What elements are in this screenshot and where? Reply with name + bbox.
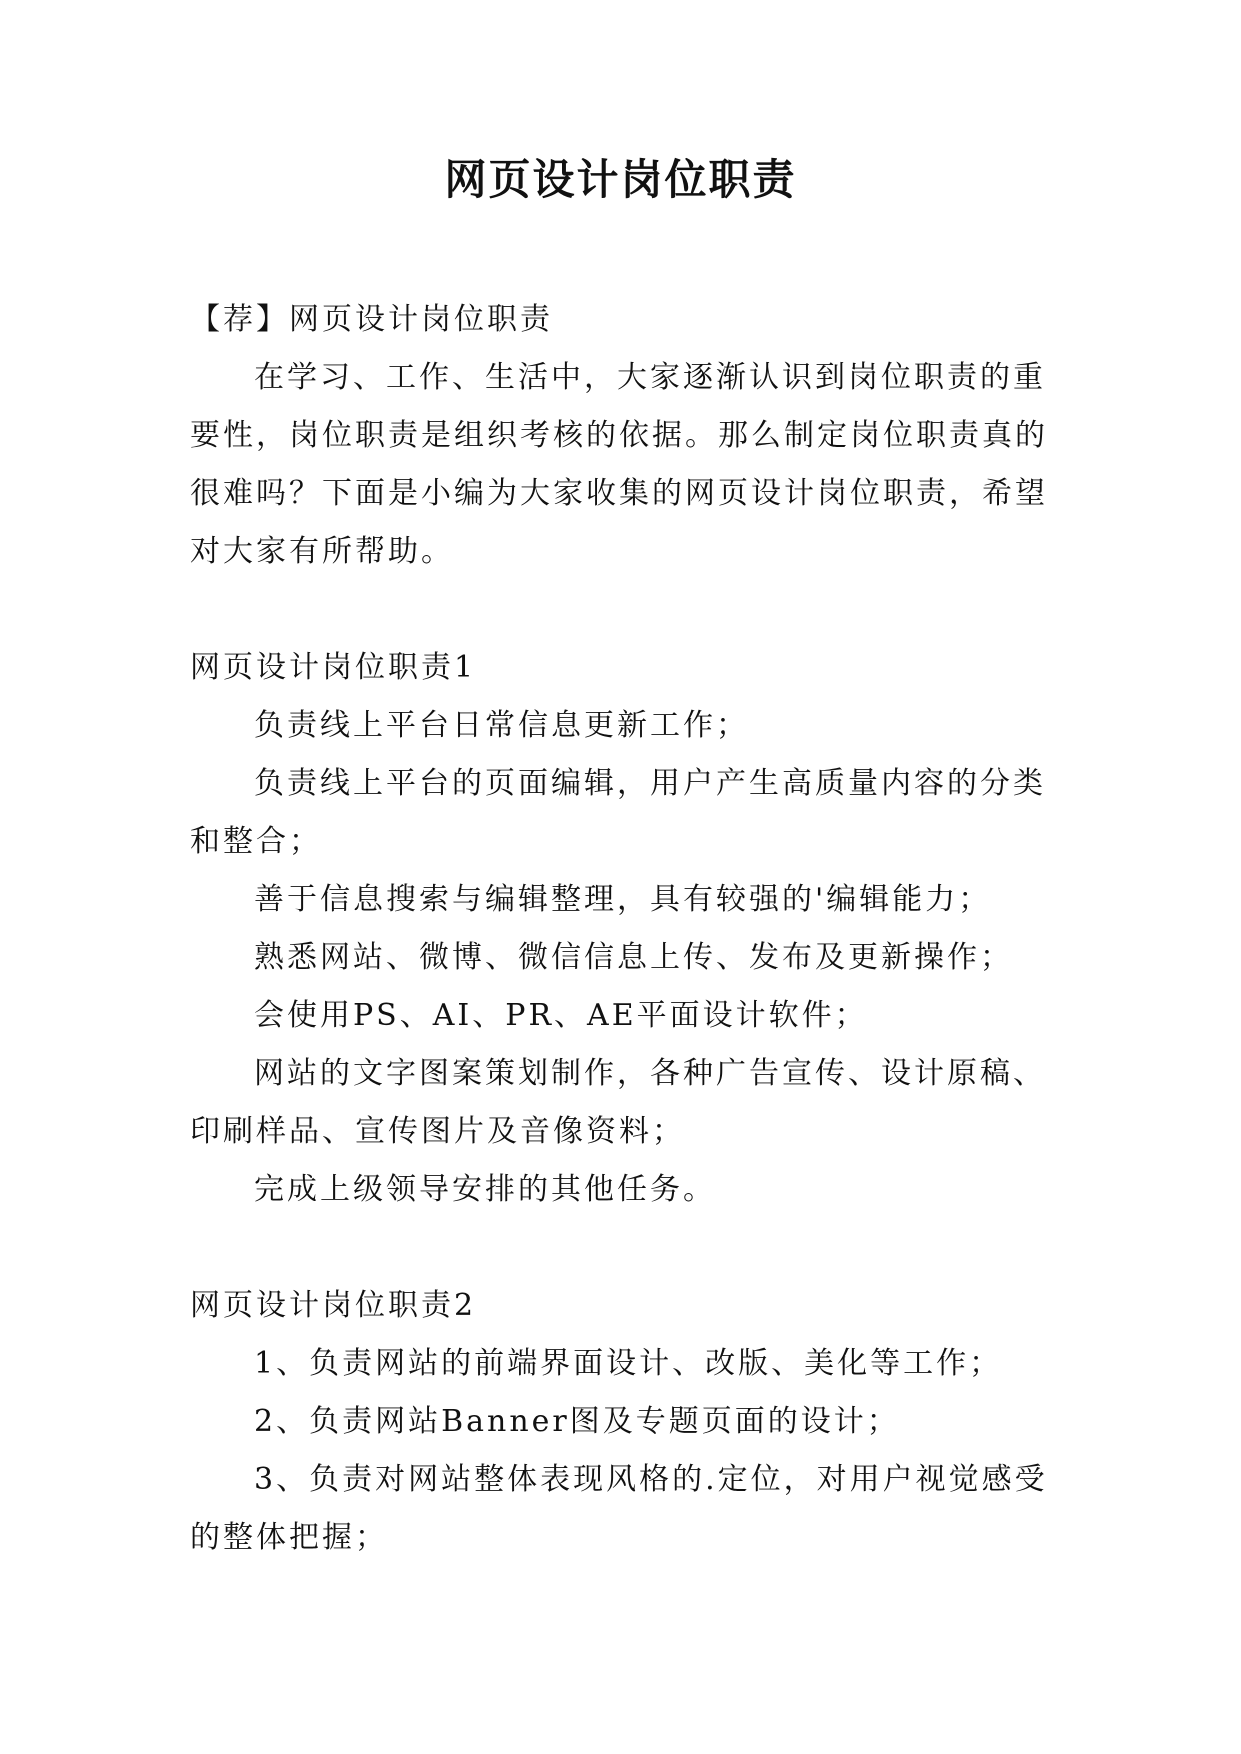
page-title: 网页设计岗位职责 <box>444 155 797 204</box>
section1-item: 善于信息搜索与编辑整理，具有较强的'编辑能力； <box>254 882 992 917</box>
section1-item: 负责线上平台的页面编辑，用户产生高质量内容的分类和整合； <box>190 766 1046 859</box>
intro-heading: 【荐】网页设计岗位职责 <box>190 302 553 337</box>
document-body <box>190 291 1070 1567</box>
section1-item: 完成上级领导安排的其他任务。 <box>254 1172 716 1207</box>
section1-heading: 网页设计岗位职责1 <box>190 650 477 685</box>
section2-item: 1、负责网站的前端界面设计、改版、美化等工作； <box>254 1346 1003 1381</box>
section1-item: 网站的文字图案策划制作，各种广告宣传、设计原稿、印刷样品、宣传图片及音像资料； <box>190 1056 1046 1149</box>
section2-item: 2、负责网站Banner图及专题页面的设计； <box>254 1404 900 1439</box>
intro-paragraph: 在学习、工作、生活中，大家逐渐认识到岗位职责的重要性，岗位职责是组织考核的依据。那么制定岗位职责真的很难吗？下面是小编为大家收集的网页设计岗位职责，希望对大家有所帮助。 <box>190 360 1048 569</box>
section1-item: 负责线上平台日常信息更新工作； <box>254 708 749 743</box>
section2-heading: 网页设计岗位职责2 <box>190 1288 477 1323</box>
section1-item: 熟悉网站、微博、微信信息上传、发布及更新操作； <box>254 940 1013 975</box>
section1-item: 会使用PS、AI、PR、AE平面设计软件； <box>254 998 868 1033</box>
section2-item: 3、负责对网站整体表现风格的.定位，对用户视觉感受的整体把握； <box>190 1462 1048 1555</box>
